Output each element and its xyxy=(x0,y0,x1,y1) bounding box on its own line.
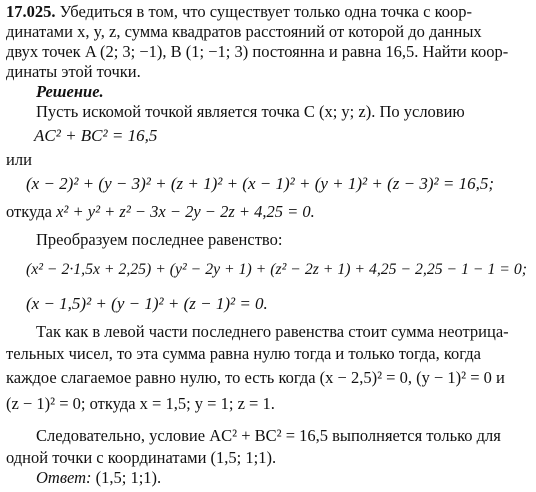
answer-label: Ответ: xyxy=(36,468,92,487)
para2-line-1: Следовательно, условие AC² + BC² = 16,5 выполняется только для xyxy=(36,426,501,445)
equation-5: (x − 1,5)² + (y − 1)² + (z − 1)² = 0. xyxy=(26,294,268,313)
para1-line-1: Так как в левой части последнего равенства стоит сумма неотрица- xyxy=(36,322,509,341)
para2-line-2: одной точки с координатами (1,5; 1;1). xyxy=(6,448,277,467)
equation-2: (x − 2)² + (y − 3)² + (z + 1)² + (x − 1)² + (y + 1)² + (z − 3)² = 16,5; xyxy=(26,174,494,193)
problem-line-2: динатами x, y, z, сумма квадратов расстояний от которой до данных xyxy=(6,22,482,41)
textbook-page xyxy=(6,2,532,490)
problem-line-3: двух точек A (2; 3; −1), B (1; −1; 3) постоянна и равна 16,5. Найти коор- xyxy=(6,42,509,61)
problem-line-4: динаты этой точки. xyxy=(6,62,141,81)
transform-text: Преобразуем последнее равенство: xyxy=(36,230,283,249)
para1-line-3: каждое слагаемое равно нулю, то есть когда (x − 2,5)² = 0, (y − 1)² = 0 и xyxy=(6,368,505,387)
answer-value: (1,5; 1;1). xyxy=(95,468,162,487)
or-word: или xyxy=(6,150,32,169)
whence-line xyxy=(6,202,315,222)
answer-line xyxy=(36,468,161,488)
equation-1: AC² + BC² = 16,5 xyxy=(34,126,158,145)
para1-line-2: тельных чисел, то эта сумма равна нулю тогда и только тогда, когда xyxy=(6,344,481,363)
equation-3: x² + y² + z² − 3x − 2y − 2z + 4,25 = 0. xyxy=(56,202,315,221)
whence-label: откуда xyxy=(6,202,52,221)
solution-heading: Решение. xyxy=(36,82,104,101)
equation-4: (x² − 2·1,5x + 2,25) + (y² − 2y + 1) + (z² − 2z + 1) + 4,25 − 2,25 − 1 − 1 = 0; xyxy=(26,261,527,278)
problem-text-1: Убедиться в том, что существует только одна точка с коор- xyxy=(59,2,472,21)
para1-line-4: (z − 1)² = 0; откуда x = 1,5; y = 1; z = 1. xyxy=(6,394,275,413)
solution-line-1: Пусть искомой точкой является точка C (x; y; z). По условию xyxy=(36,102,465,121)
problem-line-1 xyxy=(6,2,472,22)
problem-number: 17.025. xyxy=(6,2,56,21)
